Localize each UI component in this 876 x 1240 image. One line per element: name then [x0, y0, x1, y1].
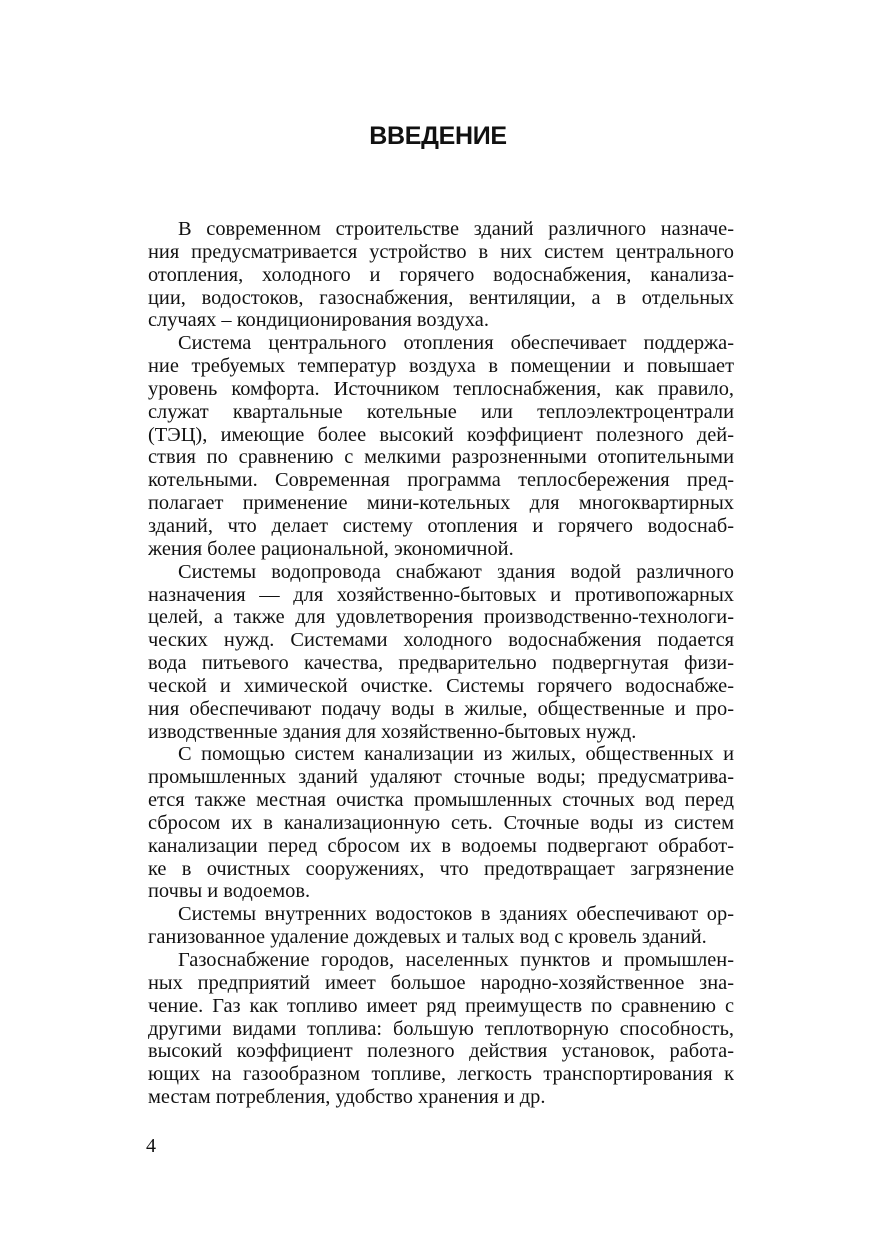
- text-line: жения более рациональной, экономичной.: [148, 537, 514, 560]
- text-line: служат квартальные котельные или теплоэлектроцентрали: [148, 400, 734, 423]
- body-text: [148, 218, 734, 1109]
- text-line: назначения — для хозяйственно-бытовых и противопожарных: [148, 583, 734, 606]
- paragraph-4: [148, 743, 734, 903]
- text-line: ции, водостоков, газоснабжения, вентиляции, а в отдельных: [148, 286, 734, 309]
- text-line: чение. Газ как топливо имеет ряд преимуществ по сравнению с: [148, 994, 734, 1017]
- paragraph-5: [148, 903, 734, 949]
- text-line: (ТЭЦ), имеющие более высокий коэффициент полезного дей-: [148, 423, 734, 446]
- paragraph-6: [148, 949, 734, 1109]
- text-line: местам потребления, удобство хранения и др.: [148, 1086, 546, 1109]
- text-line: другими видами топлива: большую теплотворную способность,: [148, 1017, 734, 1040]
- text-line: изводственные здания для хозяйственно-бытовых нужд.: [148, 720, 637, 743]
- text-line: полагает применение мини-котельных для многоквартирных: [148, 492, 734, 515]
- text-line: уровень комфорта. Источником теплоснабжения, как правило,: [148, 377, 734, 400]
- text-line: случаях – кондиционирования воздуха.: [148, 309, 489, 332]
- text-line: ния обеспечивают подачу воды в жилые, общественные и про-: [148, 697, 734, 720]
- text-line: промышленных зданий удаляют сточные воды; предусматрива-: [148, 766, 734, 789]
- text-line: ческой и химической очистке. Системы горячего водоснабже-: [148, 674, 734, 697]
- text-line: Системы внутренних водостоков в зданиях обеспечивают ор-: [178, 903, 734, 926]
- text-line: С помощью систем канализации из жилых, общественных и: [178, 743, 734, 766]
- text-line: Система центрального отопления обеспечивает поддержа-: [178, 332, 734, 355]
- text-line: целей, а также для удовлетворения производственно-технологи-: [148, 606, 734, 629]
- text-line: зданий, что делает систему отопления и горячего водоснаб-: [148, 514, 734, 537]
- text-line: ке в очистных сооружениях, что предотвращает загрязнение: [148, 857, 734, 880]
- text-line: высокий коэффициент полезного действия установок, работа-: [148, 1040, 734, 1063]
- paragraph-3: [148, 561, 734, 744]
- text-line: вода питьевого качества, предварительно подвергнутая физи-: [148, 652, 734, 675]
- text-line: сбросом их в канализационную сеть. Сточные воды из систем: [148, 811, 734, 834]
- chapter-heading: ВВЕДЕНИЕ: [369, 122, 507, 150]
- text-line: отопления, холодного и горячего водоснабжения, канализа-: [148, 263, 734, 286]
- text-line: ных предприятий имеет большое народно-хозяйственное зна-: [148, 971, 734, 994]
- paragraph-2: [148, 332, 734, 560]
- text-line: ется также местная очистка промышленных сточных вод перед: [148, 789, 734, 812]
- text-line: канализации перед сбросом их в водоемы подвергают обработ-: [148, 834, 734, 857]
- text-line: ющих на газообразном топливе, легкость транспортирования к: [148, 1063, 734, 1086]
- text-line: ствия по сравнению с мелкими разрозненными отопительными: [148, 446, 734, 469]
- text-line: В современном строительстве зданий различного назначе-: [178, 218, 734, 240]
- text-line: Газоснабжение городов, населенных пунктов и промышлен-: [178, 949, 734, 971]
- text-line: ния предусматривается устройство в них систем центрального: [148, 240, 734, 263]
- paragraph-1: [148, 218, 734, 332]
- text-line: ние требуемых температур воздуха в помещении и повышает: [148, 355, 734, 378]
- text-line: почвы и водоемов.: [148, 880, 311, 903]
- page-number: 4: [146, 1135, 156, 1157]
- text-line: Системы водопровода снабжают здания водой различного: [178, 560, 734, 583]
- text-line: ческих нужд. Системами холодного водоснабжения подается: [148, 629, 734, 652]
- text-line: ганизованное удаление дождевых и талых вод с кровель зданий.: [148, 926, 707, 949]
- text-line: котельными. Современная программа теплосбережения пред-: [148, 469, 734, 492]
